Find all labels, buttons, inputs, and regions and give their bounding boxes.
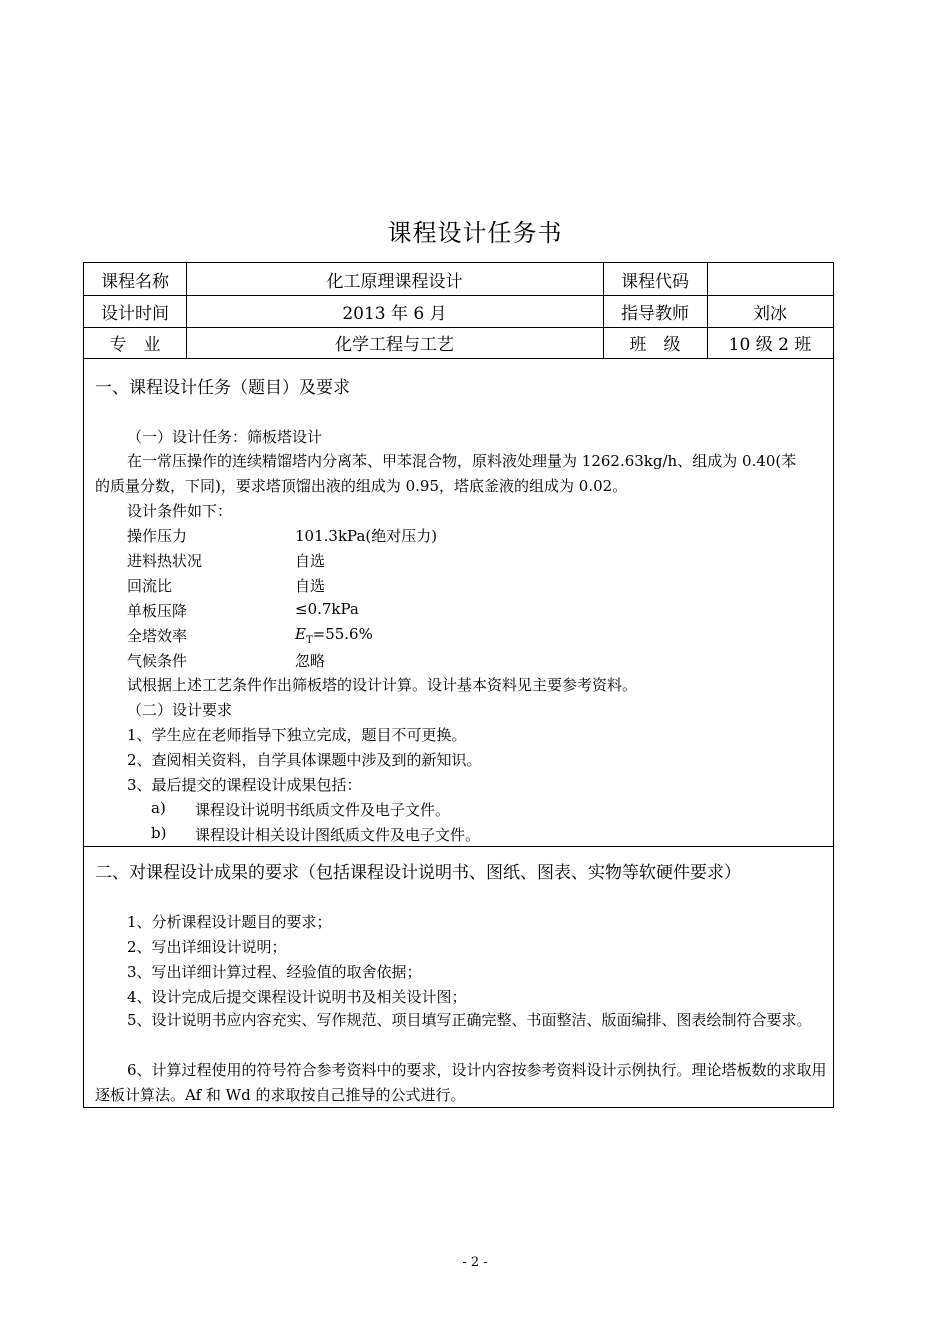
- section2-heading: 二、对课程设计成果的要求（包括课程设计说明书、图纸、图表、实物等软硬件要求）: [95, 863, 741, 883]
- result-requirement-item: 1、分析课程设计题目的要求；: [127, 913, 332, 931]
- conditions-intro: 设计条件如下：: [127, 502, 233, 520]
- condition-value: 101.3kPa(绝对压力): [295, 527, 438, 545]
- task-paragraph-line1: 在一常压操作的连续精馏塔内分离苯、甲苯混合物，原料液处理量为 1262.63kg/h、组成为 0.40(苯: [127, 452, 797, 470]
- instructor-label: 指导教师: [621, 303, 689, 324]
- class-label: 班 级: [629, 335, 681, 355]
- deliverable-text: 课程设计相关设计图纸质文件及电子文件。: [195, 826, 481, 844]
- deliverable-label: a): [151, 799, 166, 817]
- course-code-label: 课程代码: [621, 271, 689, 292]
- condition-label: 操作压力: [127, 527, 188, 545]
- task-paragraph-line2: 的质量分数，下同)，要求塔顶馏出液的组成为 0.95，塔底釜液的组成为 0.02。: [95, 477, 628, 495]
- task-heading: （一）设计任务：筛板塔设计: [127, 428, 323, 446]
- deliverable-label: b): [151, 824, 167, 842]
- course-code-value: [707, 263, 833, 295]
- major-label: 专 业: [109, 335, 161, 355]
- condition-label: 进料热状况: [127, 552, 203, 570]
- course-name-value: 化工原理课程设计: [326, 271, 463, 292]
- condition-value: 自选: [295, 552, 326, 570]
- section-divider: [84, 846, 833, 847]
- efficiency-symbol: E: [295, 625, 306, 643]
- result-requirement-text: 5、设计说明书应内容充实、写作规范、项目填写正确完整、书面整洁、版面编排、图表绘制符合要求。: [127, 1011, 812, 1029]
- result-requirement-item: 2、写出详细设计说明；: [127, 938, 287, 956]
- result-requirement-item: [95, 1058, 830, 1108]
- result-requirement-text: 6、计算过程使用的符号符合参考资料中的要求，设计内容按参考资料设计示例执行。理论塔板数的求取用逐板计算法。Af 和 Wd 的求取按自己推导的公式进行。: [95, 1061, 827, 1104]
- requirement-item: 3、最后提交的课程设计成果包括：: [127, 776, 362, 794]
- design-time-label: 设计时间: [101, 303, 169, 324]
- efficiency-value: [295, 625, 373, 646]
- page-title: 课程设计任务书: [387, 219, 563, 247]
- row-divider: [84, 358, 833, 359]
- result-requirement-item: [95, 1008, 830, 1033]
- instructor-value: 刘冰: [753, 303, 787, 324]
- condition-label: 全塔效率: [127, 627, 188, 645]
- efficiency-number: =55.6%: [312, 625, 373, 643]
- condition-value: ≤0.7kPa: [295, 600, 359, 618]
- condition-label: 气候条件: [127, 652, 188, 670]
- section1-heading: 一、课程设计任务（题目）及要求: [95, 378, 350, 398]
- result-requirement-item: 3、写出详细计算过程、经验值的取舍依据；: [127, 963, 422, 981]
- conditions-note: 试根据上述工艺条件作出筛板塔的设计计算。设计基本资料见主要参考资料。: [127, 676, 638, 694]
- efficiency-subscript: T: [305, 635, 313, 646]
- page-number: - 2 -: [462, 1255, 488, 1270]
- class-value: 10 级 2 班: [728, 335, 812, 355]
- condition-label: 单板压降: [127, 602, 188, 620]
- condition-value: 忽略: [295, 652, 326, 670]
- requirement-item: 2、查阅相关资料，自学具体课题中涉及到的新知识。: [127, 751, 482, 769]
- course-name-label: 课程名称: [101, 271, 169, 292]
- requirement-item: 1、学生应在老师指导下独立完成，题目不可更换。: [127, 726, 467, 744]
- major-value: 化学工程与工艺: [335, 335, 454, 355]
- requirements-heading: （二）设计要求: [127, 701, 233, 719]
- task-table: [83, 262, 834, 1108]
- deliverable-text: 课程设计说明书纸质文件及电子文件。: [195, 801, 451, 819]
- result-requirement-item: 4、设计完成后提交课程设计说明书及相关设计图；: [127, 988, 467, 1006]
- condition-label: 回流比: [127, 577, 173, 595]
- design-time-value: 2013 年 6 月: [342, 303, 447, 324]
- condition-value: 自选: [295, 577, 326, 595]
